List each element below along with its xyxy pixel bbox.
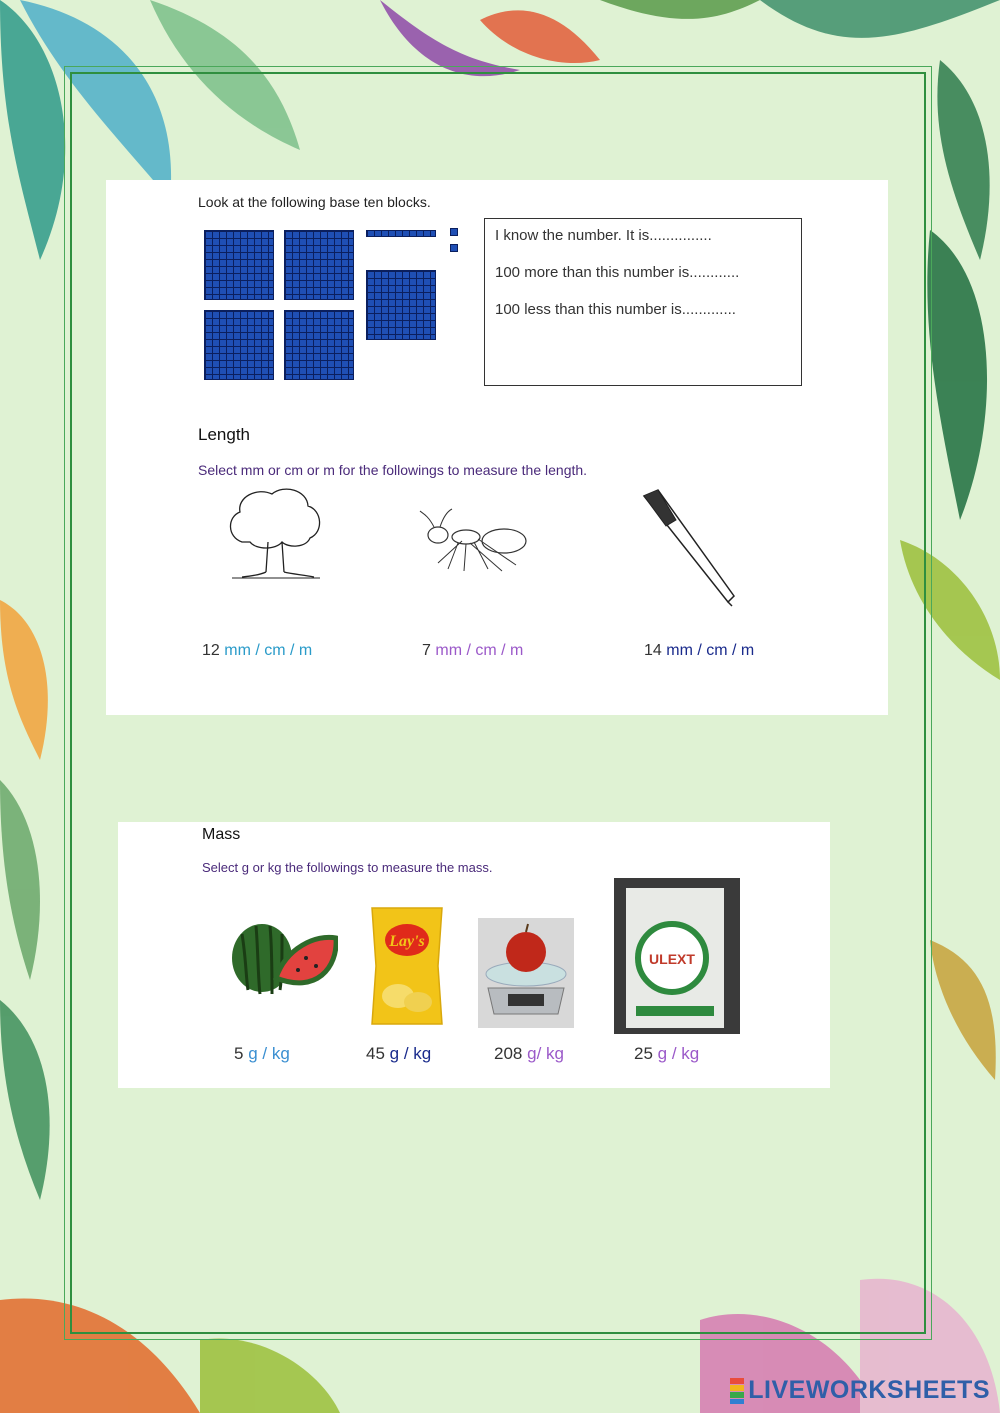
watermelon-picture — [226, 918, 338, 1000]
length-unit-choices[interactable]: mm / cm / m — [666, 642, 755, 659]
apple-on-scale-picture — [478, 918, 574, 1028]
length-answer-pen[interactable] — [644, 642, 754, 660]
unit-cube — [450, 228, 458, 236]
mass-answer-watermelon[interactable] — [234, 1044, 290, 1064]
mass-number: 25 — [634, 1044, 653, 1063]
ten-rod — [366, 230, 436, 237]
mass-heading: Mass — [202, 826, 241, 843]
length-instruction: Select mm or cm or m for the followings to measure the length. — [198, 462, 588, 478]
mass-instruction: Select g or kg the followings to measure the mass. — [202, 860, 493, 875]
length-number: 7 — [422, 642, 431, 659]
hundred-block — [204, 310, 274, 380]
mass-number: 5 — [234, 1044, 244, 1063]
hundred-block — [284, 310, 354, 380]
length-number: 14 — [644, 642, 662, 659]
mass-unit-choices[interactable]: g/ kg — [527, 1044, 564, 1063]
mass-answer-chips[interactable] — [366, 1044, 431, 1064]
base-ten-and-length-card — [106, 180, 888, 715]
sack-label: ULEXT — [649, 951, 695, 967]
mass-unit-choices[interactable]: g / kg — [657, 1044, 700, 1063]
length-unit-choices[interactable]: mm / cm / m — [435, 642, 524, 659]
mass-number: 208 — [494, 1044, 523, 1063]
length-heading: Length — [198, 425, 250, 444]
liveworksheets-brand-text: LIVEWORKSHEETS — [748, 1376, 990, 1404]
unit-cube — [450, 244, 458, 252]
ant-picture — [418, 505, 538, 575]
mass-answer-apple[interactable] — [494, 1044, 564, 1064]
chips-bag-picture — [368, 906, 446, 1026]
mass-answer-rice-sack[interactable] — [634, 1044, 699, 1064]
rice-sack-picture — [614, 878, 740, 1034]
hundred-block — [366, 270, 436, 340]
length-answer-ant[interactable] — [422, 642, 523, 660]
hundred-block — [204, 230, 274, 300]
length-number: 12 — [202, 642, 220, 659]
mass-card — [118, 822, 830, 1088]
pen-picture — [636, 488, 746, 608]
mass-number: 45 — [366, 1044, 385, 1063]
length-unit-choices[interactable]: mm / cm / m — [224, 642, 313, 659]
hundred-block — [284, 230, 354, 300]
tree-picture — [222, 482, 328, 582]
mass-unit-choices[interactable]: g / kg — [389, 1044, 432, 1063]
answer-line-number: I know the number. It is............... — [495, 227, 712, 244]
liveworksheets-logo-icon — [730, 1378, 744, 1404]
number-answer-box — [484, 218, 802, 386]
length-answer-tree[interactable] — [202, 642, 312, 660]
base-ten-instruction: Look at the following base ten blocks. — [198, 194, 431, 210]
answer-line-100-less: 100 less than this number is............. — [495, 301, 736, 318]
mass-unit-choices[interactable]: g / kg — [248, 1044, 290, 1063]
liveworksheets-watermark[interactable] — [730, 1376, 990, 1405]
answer-line-100-more: 100 more than this number is............ — [495, 264, 740, 281]
chips-brand-logo: Lay's — [389, 933, 425, 950]
